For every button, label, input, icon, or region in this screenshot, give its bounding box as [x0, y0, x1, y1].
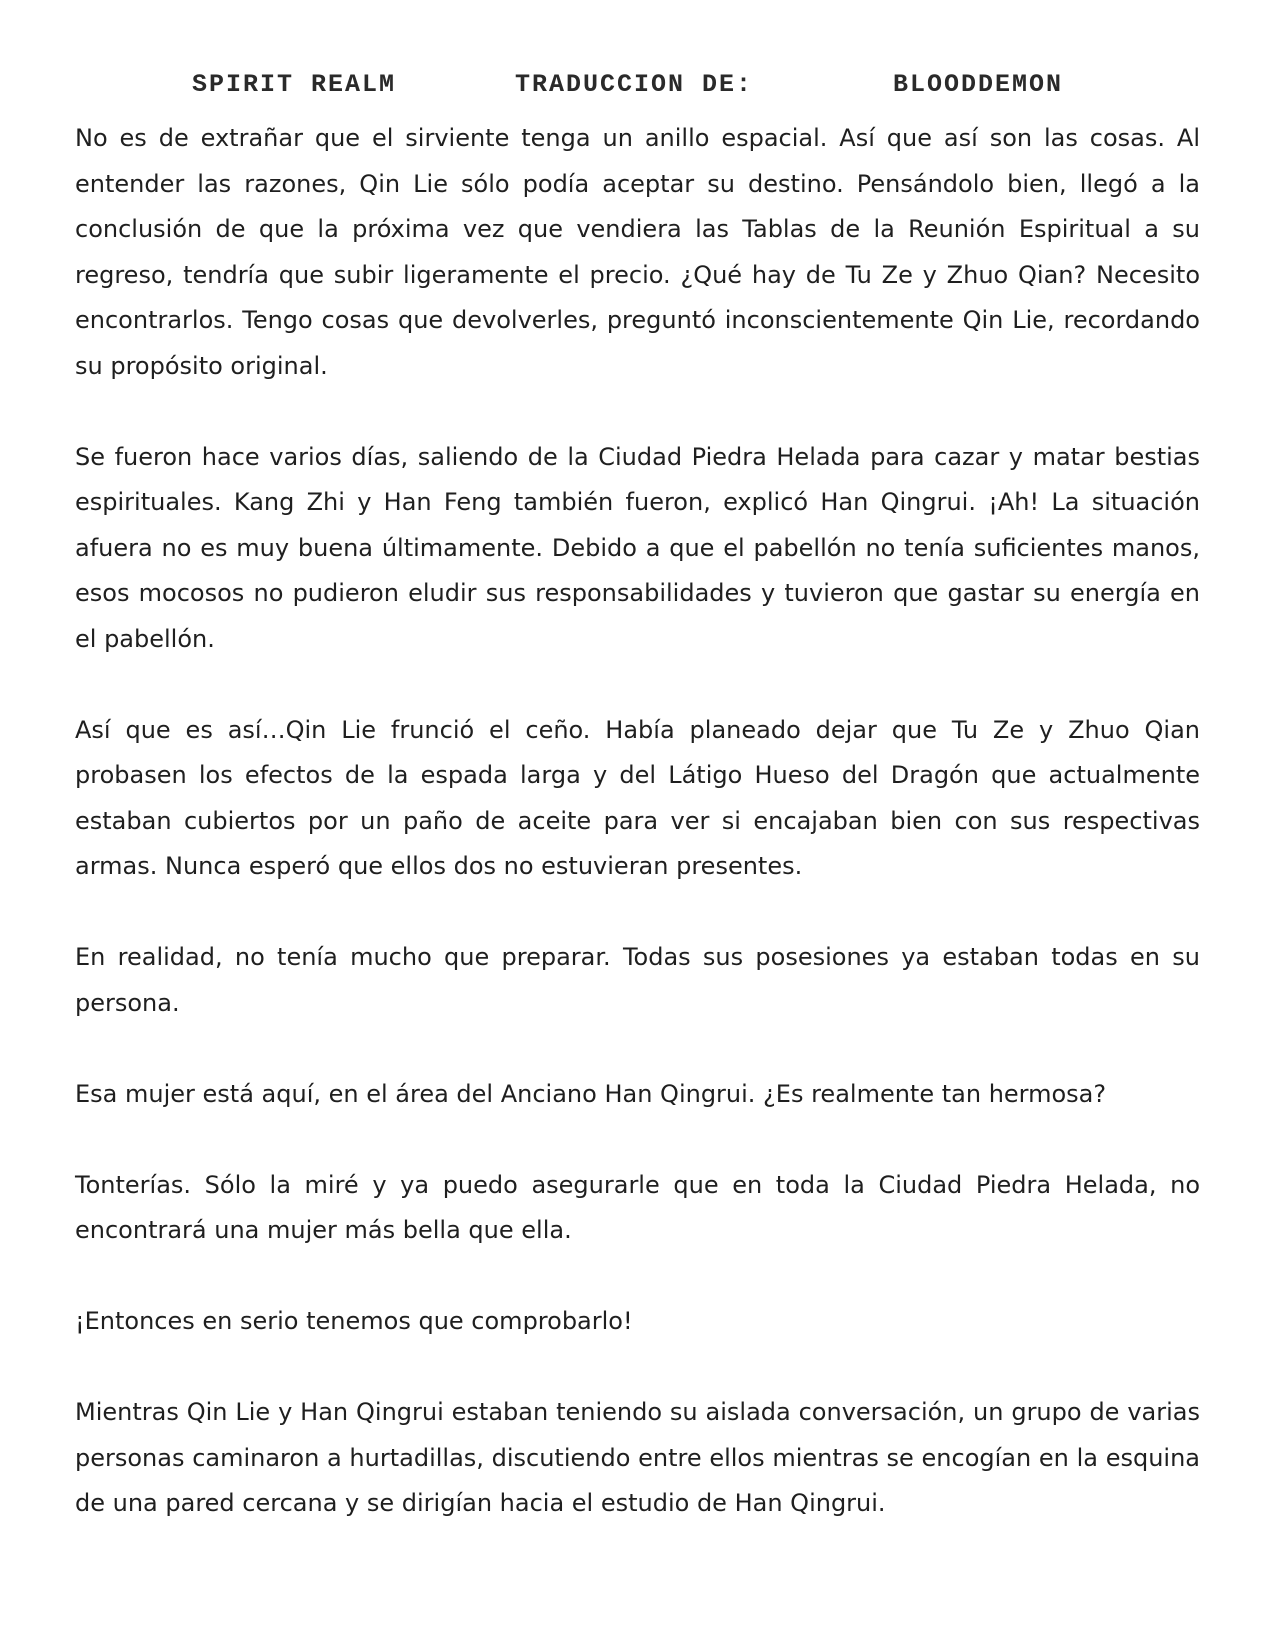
paragraph: No es de extrañar que el sirviente tenga un anillo espacial. Así que así son las cosas. Al entender las razones, Qin Lie sólo podía aceptar su destino. Pensándolo bien, llegó a la conclusión de que la próxima vez que vendiera las Tablas de la Reunión Espiritual a su regreso, tendría que subir ligeramente el precio. ¿Qué hay de Tu Ze y Zhuo Qian? Necesito encontrarlos. Tengo cosas que devolverles, preguntó inconscientemente Qin Lie, recordando su propósito original. [75, 124, 1200, 380]
paragraph: Tonterías. Sólo la miré y ya puedo asegurarle que en toda la Ciudad Piedra Helada, no encontrará una mujer más bella que ella. [75, 1170, 1200, 1244]
paragraph: Esa mujer está aquí, en el área del Anciano Han Qingrui. ¿Es realmente tan hermosa? [75, 1079, 1107, 1108]
page-header [0, 70, 1275, 110]
paragraph: En realidad, no tenía mucho que preparar. Todas sus posesiones ya estaban todas en su persona. [75, 943, 1200, 1017]
paragraph: Mientras Qin Lie y Han Qingrui estaban teniendo su aislada conversación, un grupo de varias personas caminaron a hurtadillas, discutiendo entre ellos mientras se encogían en la esquina de una pared cercana y se dirigían hacia el estudio de Han Qingrui. [75, 1398, 1200, 1517]
paragraph: Se fueron hace varios días, saliendo de la Ciudad Piedra Helada para cazar y matar bestias espirituales. Kang Zhi y Han Feng también fueron, explicó Han Qingrui. ¡Ah! La situación afuera no es muy buena últimamente. Debido a que el pabellón no tenía suficientes manos, esos mocosos no pudieron eludir sus responsabilidades y tuvieron que gastar su energía en el pabellón. [75, 442, 1200, 653]
header-novel-title: SPIRIT REALM [192, 70, 397, 99]
header-translation-label: TRADUCCION DE: [515, 70, 754, 99]
header-translator-name: BLOODDEMON [893, 70, 1064, 99]
paragraph: ¡Entonces en serio tenemos que comprobarlo! [75, 1307, 633, 1335]
paragraph: Así que es así…Qin Lie frunció el ceño. Había planeado dejar que Tu Ze y Zhuo Qian probasen los efectos de la espada larga y del Látigo Hueso del Dragón que actualmente estaban cubiertos por un paño de aceite para ver si encajaban bien con sus respectivas armas. Nunca esperó que ellos dos no estuvieran presentes. [75, 715, 1200, 880]
document-body [75, 116, 1200, 1527]
